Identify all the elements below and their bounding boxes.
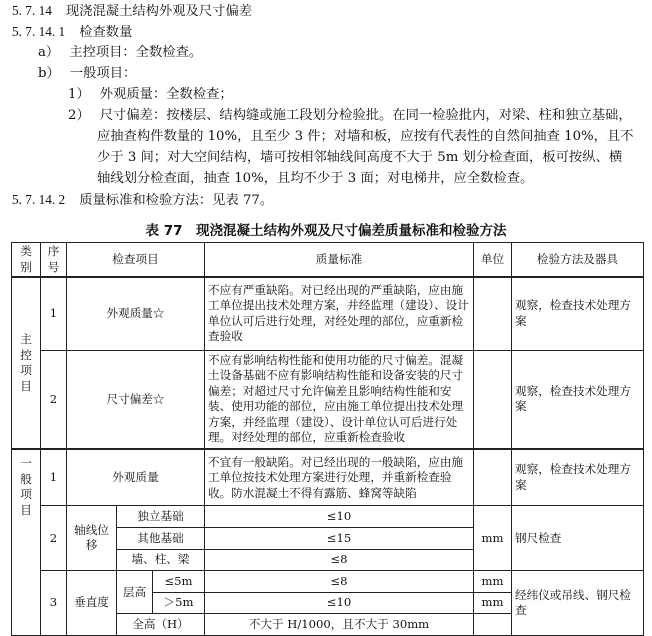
subsection-1-text: 检查数量 [79, 25, 133, 40]
header-item: 检查项目 [67, 243, 205, 278]
subsection-1-number: 5. 7. 14. 1 [12, 24, 66, 39]
seq-cell: 2 [41, 506, 67, 571]
category-general: 一般项目 [12, 449, 41, 635]
sub-item-cell: ＞5m [153, 592, 205, 614]
standard-cell: 不应有影响结构性能和使用功能的尺寸偏差。混凝土设备基础不应有影响结构性能和设备安装的尺寸偏差；对超过尺寸允许偏差且影响结构性能和安装、使用功能的部位，应由施工单位提出技术处理方案，并经监理（建设）、设计单位认可后进行处理。对经处理的部位，应重新检查验收 [205, 350, 474, 449]
item-cell: 尺寸偏差☆ [67, 350, 205, 449]
table-header-row [12, 243, 644, 278]
standard-cell: ≤15 [205, 527, 474, 549]
unit-cell: mm [474, 571, 512, 593]
header-unit: 单位 [474, 243, 512, 278]
item-b1 [68, 86, 233, 103]
section-heading-text: 现浇混凝土结构外观及尺寸偏差 [65, 4, 253, 19]
standard-cell: ≤8 [205, 571, 474, 593]
item-b-label: b） [38, 66, 60, 81]
subsection-2-text: 质量标准和检验方法：见表 77。 [79, 193, 274, 208]
item-b2-line3: 少于 3 间；对大空间结构，墙可按相邻轴线间高度不大于 5m 划分检查面，板可按纵、横 [97, 150, 623, 165]
item-a-text: 主控项目：全数检查。 [69, 45, 203, 60]
item-b2-line1: 尺寸偏差：按楼层、结构缝或施工段划分检验批。在同一检验批内，对梁、柱和独立基础， [99, 108, 632, 123]
method-cell: 钢尺检查 [512, 506, 644, 571]
standard-cell: ≤10 [205, 506, 474, 528]
header-seq: 序号 [41, 243, 67, 278]
sub-item-cell: 其他基础 [117, 527, 205, 549]
layer-height-cell: 层高 [117, 571, 153, 614]
item-a [38, 44, 202, 61]
item-b2-label: 2） [68, 108, 90, 123]
standard-cell: 不应有严重缺陷。对已经出现的严重缺陷，应由施工单位提出技术处理方案，并经监理（建设）、设计单位认可后进行处理，对经处理的部位，应重新检查验收 [205, 277, 474, 350]
subsection-1-heading [12, 23, 132, 41]
method-cell: 观察，检查技术处理方案 [512, 277, 644, 350]
seq-cell: 1 [41, 277, 67, 350]
standard-cell: 不宜有一般缺陷。对已经出现的一般缺陷，应由施工单位按技术处理方案进行处理，并重新检查验收。防水混凝土不得有露筋、蜂窝等缺陷 [205, 449, 474, 506]
header-category: 类别 [12, 243, 41, 278]
unit-cell [474, 277, 512, 350]
standard-cell: 不大于 H/1000，且不大于 30mm [205, 614, 474, 636]
method-cell: 观察，检查技术处理方案 [512, 350, 644, 449]
header-standard: 质量标准 [205, 243, 474, 278]
item-cell: 轴线位移 [67, 506, 117, 571]
seq-cell: 1 [41, 449, 67, 506]
table-row [12, 506, 644, 528]
section-heading [12, 2, 252, 20]
subsection-2-number: 5. 7. 14. 2 [12, 192, 66, 207]
table-row [12, 449, 644, 506]
item-b1-label: 1） [68, 87, 90, 102]
sub-item-cell: 墙、柱、梁 [117, 549, 205, 571]
seq-cell: 2 [41, 350, 67, 449]
seq-cell: 3 [41, 571, 67, 636]
method-cell: 经纬仪或吊线、钢尺检查 [512, 571, 644, 636]
table-row [12, 277, 644, 350]
table-row [12, 350, 644, 449]
unit-cell [474, 350, 512, 449]
method-cell: 观察，检查技术处理方案 [512, 449, 644, 506]
standard-cell: ≤8 [205, 549, 474, 571]
unit-cell: mm [474, 506, 512, 571]
standard-cell: ≤10 [205, 592, 474, 614]
item-b2-line2: 应抽查构件数量的 10%，且至少 3 件；对墙和板，应按有代表性的自然间抽查 10%，且不 [97, 129, 634, 144]
quality-standard-table [11, 242, 644, 636]
item-cell: 外观质量 [67, 449, 205, 506]
item-b-text: 一般项目： [69, 66, 137, 81]
item-b2 [68, 107, 632, 124]
unit-cell [474, 614, 512, 636]
item-cell: 外观质量☆ [67, 277, 205, 350]
item-a-label: a） [38, 45, 60, 60]
sub-item-cell: ≤5m [153, 571, 205, 593]
header-method: 检验方法及器具 [512, 243, 644, 278]
unit-cell: mm [474, 592, 512, 614]
sub-item-cell: 全高（H） [117, 614, 205, 636]
category-main-control: 主控项目 [12, 277, 41, 449]
unit-cell [474, 449, 512, 506]
section-heading-number: 5. 7. 14 [12, 3, 52, 18]
sub-item-cell: 独立基础 [117, 506, 205, 528]
item-b [38, 65, 136, 82]
item-b1-text: 外观质量：全数检查； [99, 87, 233, 102]
item-cell: 垂直度 [67, 571, 117, 636]
table-row [12, 571, 644, 593]
table-caption: 表 77 现浇混凝土结构外观及尺寸偏差质量标准和检验方法 [145, 223, 507, 239]
subsection-2-heading [12, 191, 273, 209]
item-b2-line4: 轴线划分检查面，抽查 10%，且均不少于 3 面；对电梯井，应全数检查。 [97, 171, 534, 186]
